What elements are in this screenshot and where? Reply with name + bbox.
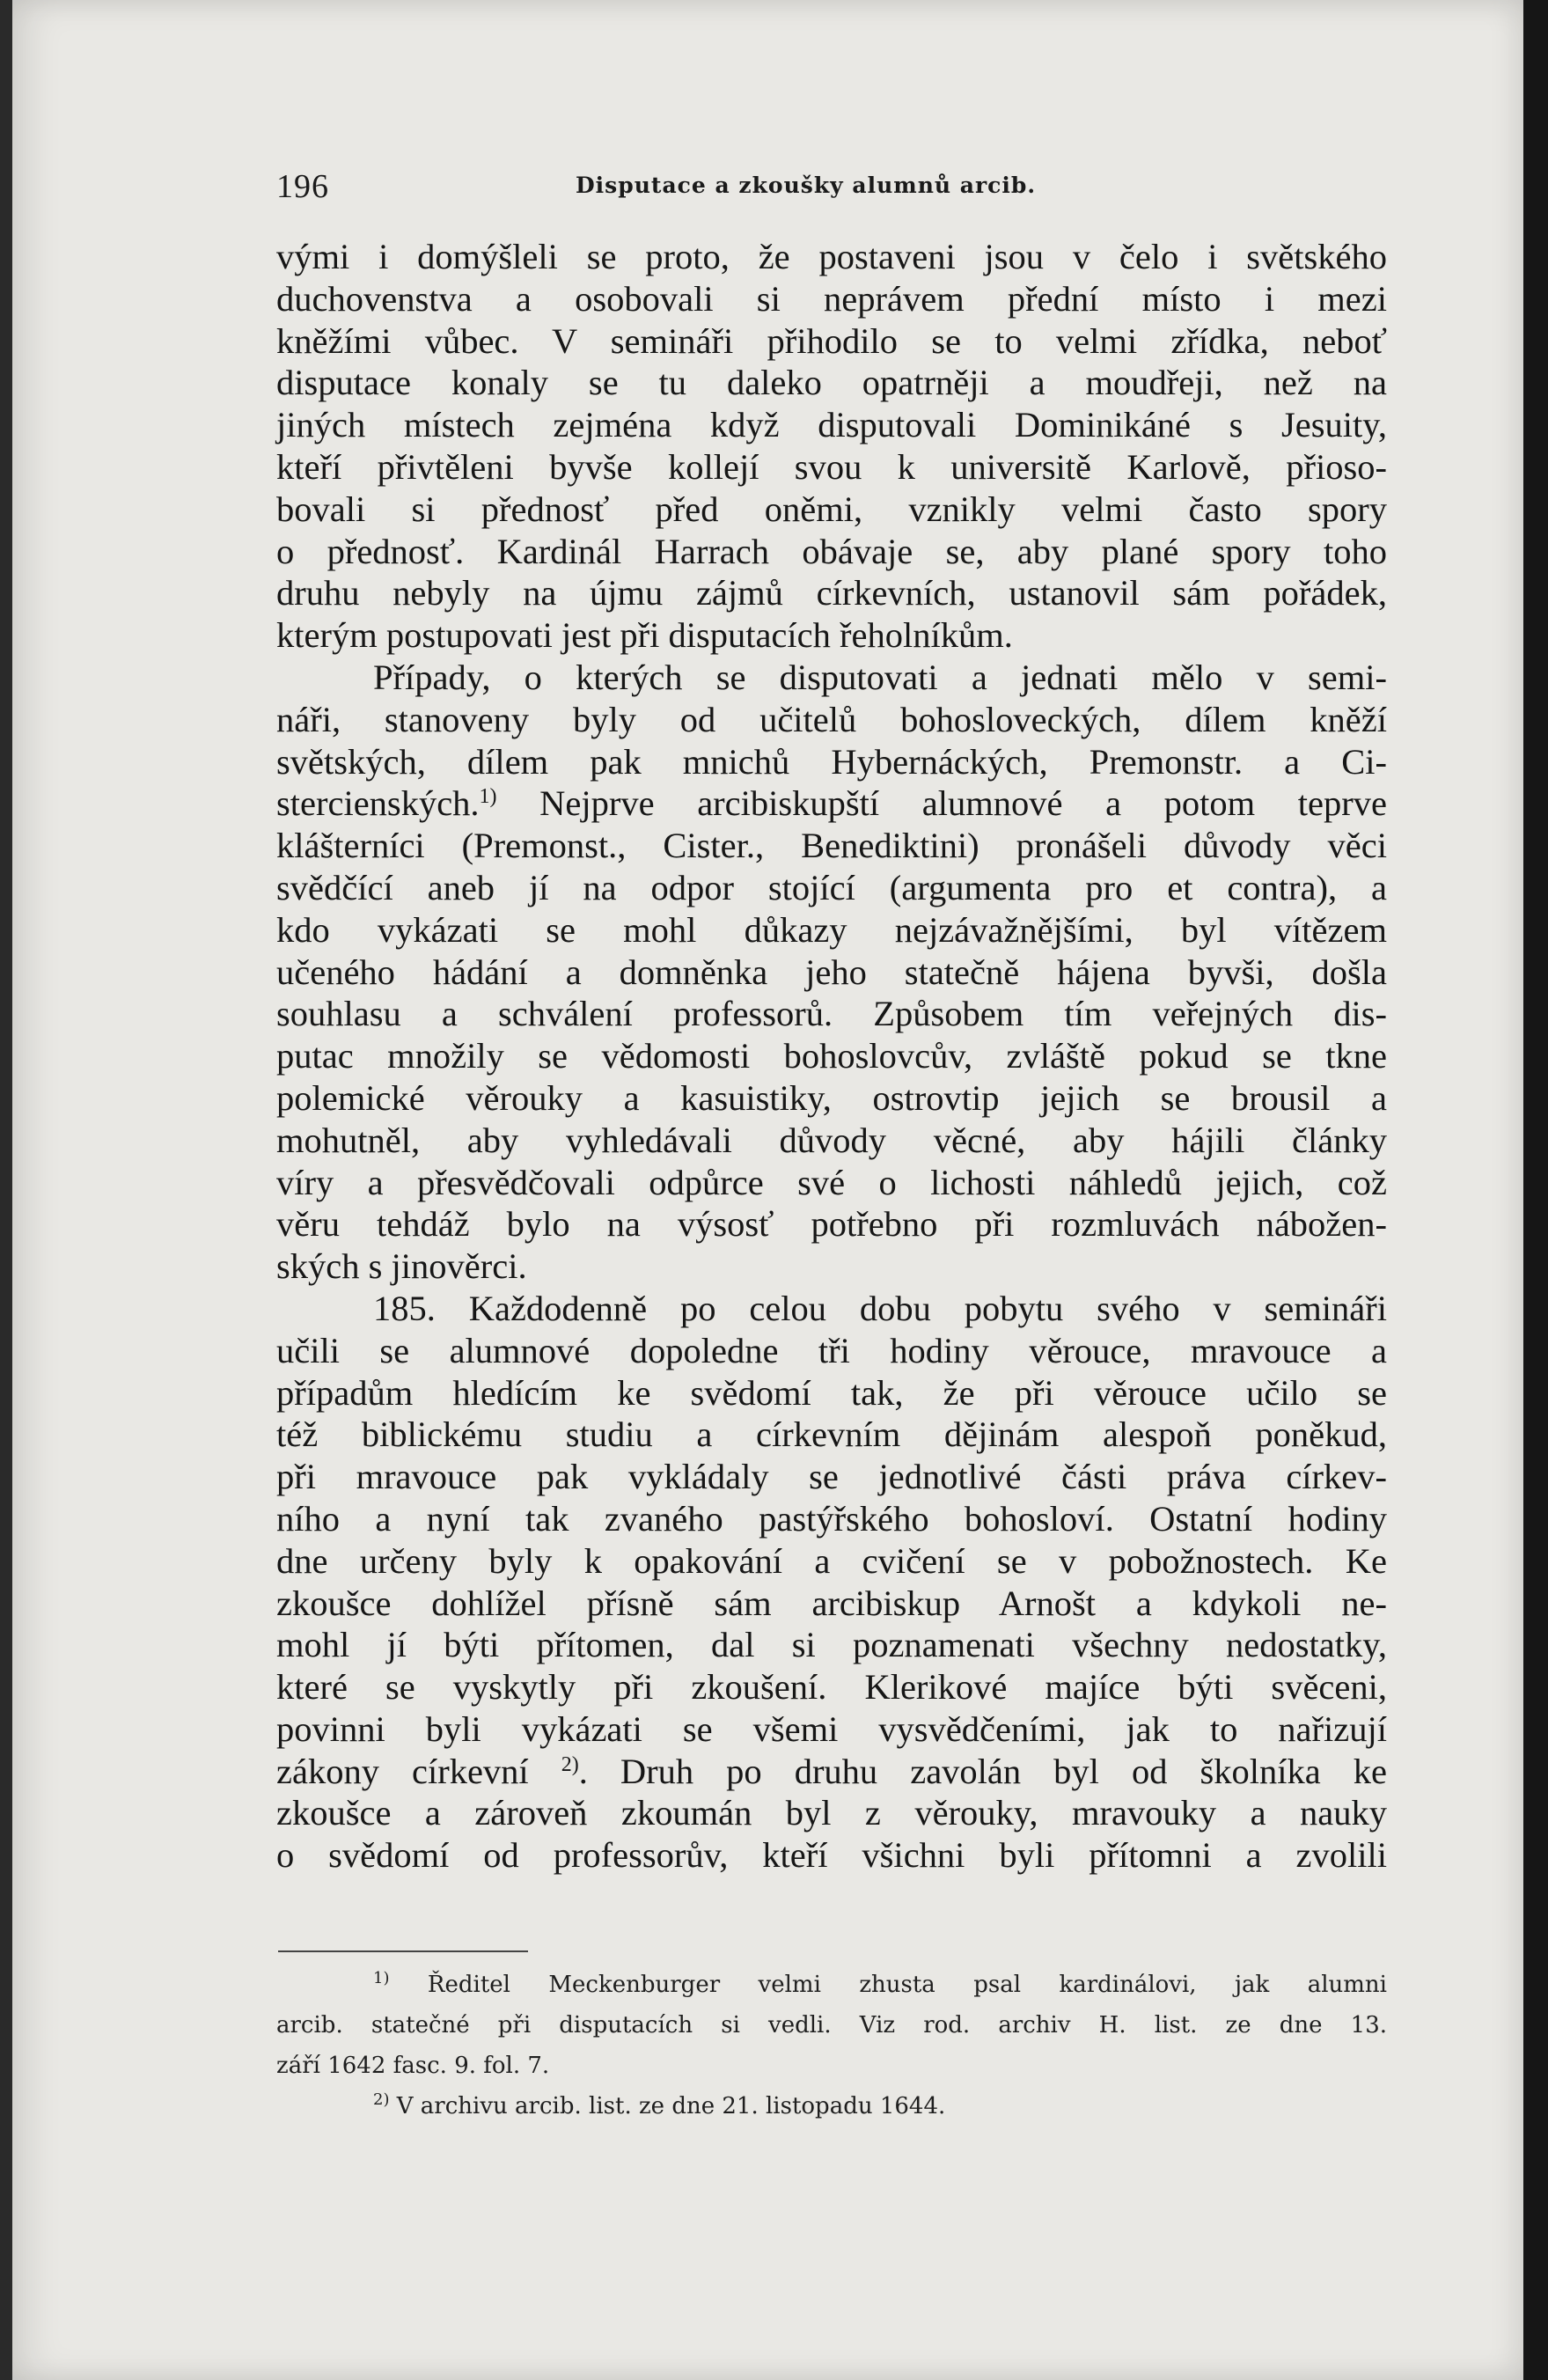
footnote-line: arcib. statečné při disputacích si vedli. Viz rod. archiv H. list. ze dne 13. [276,2012,1387,2038]
text-line: které se vyskytly při zkoušení. Klerikové majíce býti svěceni, [276,1667,1387,1708]
text-line: druhu nebyly na újmu zájmů církevních, ustanovil sám pořádek, [276,573,1387,613]
text-line-with-ref [276,1751,1387,1793]
text-line: zkoušce dohlížel přísně sám arcibiskup Arnošt a kdykoli ne- [276,1583,1387,1623]
text-line: učeného hádání a domněnka jeho statečně hájena byvši, došla [276,951,1387,992]
text-line: Případy, o kterých se disputovati a jednati mělo v semi- [373,657,1387,697]
text-line: klášterníci (Premonst., Cister., Benediktini) pronášeli důvody věci [276,826,1387,866]
section-185-start: 185. Každodenně po celou dobu pobytu svého v semináři [373,1288,1387,1328]
footnote-ref-1: 1) [479,785,497,809]
text-line: putac množily se vědomosti bohoslovcův, zvláště pokud se tkne [276,1036,1387,1076]
footnote-line: září 1642 fasc. 9. fol. 7. [276,2053,550,2079]
text-line: kterým postupovati jest při disputacích řeholníkům. [276,615,1013,656]
text-line: náři, stanoveny byly od učitelů bohosloveckých, dílem kněží [276,699,1387,739]
text-line: též biblickému studiu a církevním dějinám alespoň poněkud, [276,1414,1387,1455]
main-text [276,236,1387,1877]
text-line: svědčící aneb jí na odpor stojící (argumenta pro et contra), a [276,867,1387,907]
text-line: disputace konaly se tu daleko opatrněji a moudřeji, než na [276,363,1387,403]
footnote-mark: 2) [373,2090,390,2109]
text-line: dne určeny byly k opakování a cvičení se v pobožnostech. Ke [276,1540,1387,1581]
footnote-divider [278,1950,528,1952]
scan-border-right [1523,0,1548,2380]
text-line: o přednosť. Kardinál Harrach obávaje se, aby plané spory toho [276,531,1387,571]
footnote-1 [276,1965,1387,2005]
text-line: víry a přesvědčovali odpůrce své o lichosti náhledů jejich, což [276,1162,1387,1202]
footnote-2 [276,2086,1387,2127]
text-line: povinni byli vykázati se všemi vysvědčeními, jak to nařizují [276,1708,1387,1749]
text-line: vými i domýšleli se proto, že postaveni jsou v čelo i světského [276,237,1387,276]
text-line: při mravouce pak vykládaly se jednotlivé části práva církev- [276,1457,1387,1497]
text-segment: . Druh po druhu zavolán byl od školníka ke [578,1751,1388,1791]
book-page [12,0,1523,2380]
footnote-text: Ředitel Meckenburger velmi zhusta psal kardinálovi, jak alumni [427,1972,1387,1998]
text-segment: Nejprve arcibiskupští alumnové a potom teprve [539,783,1387,824]
text-segment: stercienských. [276,783,480,824]
text-line: světských, dílem pak mnichů Hybernáckých, Premonstr. a Ci- [276,741,1387,782]
text-line: duchovenstva a osobovali si neprávem přední místo i mezi [276,278,1387,319]
text-line: o svědomí od professorův, kteří všichni byli přítomni a zvolili [276,1835,1387,1876]
text-line: zkoušce a zároveň zkoumán byl z věrouky, mravouky a nauky [276,1793,1387,1833]
text-line: souhlasu a schválení professorů. Způsobem tím veřejných dis- [276,994,1387,1034]
page-header [276,167,1104,220]
running-title: Disputace a zkoušky alumnů arcib. [576,173,1037,198]
text-line: bovali si přednosť před oněmi, vznikly velmi často spory [276,488,1387,529]
text-line: učili se alumnové dopoledne tři hodiny věrouce, mravouce a [276,1330,1387,1370]
text-line: ního a nyní tak zvaného pastýřského bohosloví. Ostatní hodiny [276,1498,1387,1539]
text-line: věru tehdáž bylo na výsosť potřebno při rozmluvách nábožen- [276,1204,1387,1245]
footnotes [276,1965,1387,2127]
text-line: mohutněl, aby vyhledávali důvody věcné, aby hájili články [276,1120,1387,1160]
footnote-ref-2: 2) [561,1752,579,1776]
scan-border-left [0,0,12,2380]
footnote-mark: 1) [373,1969,390,1987]
text-line: případům hledícím ke svědomí tak, že při věrouce učilo se [276,1372,1387,1413]
text-line: jiných místech zejména když disputovali Dominikáné s Jesuity, [276,405,1387,445]
text-line: ských s jinověrci. [276,1246,527,1287]
text-line: mohl jí býti přítomen, dal si poznamenati všechny nedostatky, [276,1625,1387,1665]
text-line-with-ref [276,782,1387,825]
text-line: kněžími vůbec. V semináři přihodilo se to velmi zřídka, neboť [276,320,1387,361]
footnote-text: V archivu arcib. list. ze dne 21. listopadu 1644. [396,2093,946,2119]
text-segment: zákony církevní [276,1751,529,1791]
text-line: polemické věrouky a kasuistiky, ostrovtip jejich se brousil a [276,1077,1387,1118]
text-line: kdo vykázati se mohl důkazy nejzávažnějšími, byl vítězem [276,909,1387,950]
text-line: kteří přivtěleni byvše kollejí svou k universitě Karlově, přioso- [276,446,1387,487]
page-number: 196 [276,168,329,205]
